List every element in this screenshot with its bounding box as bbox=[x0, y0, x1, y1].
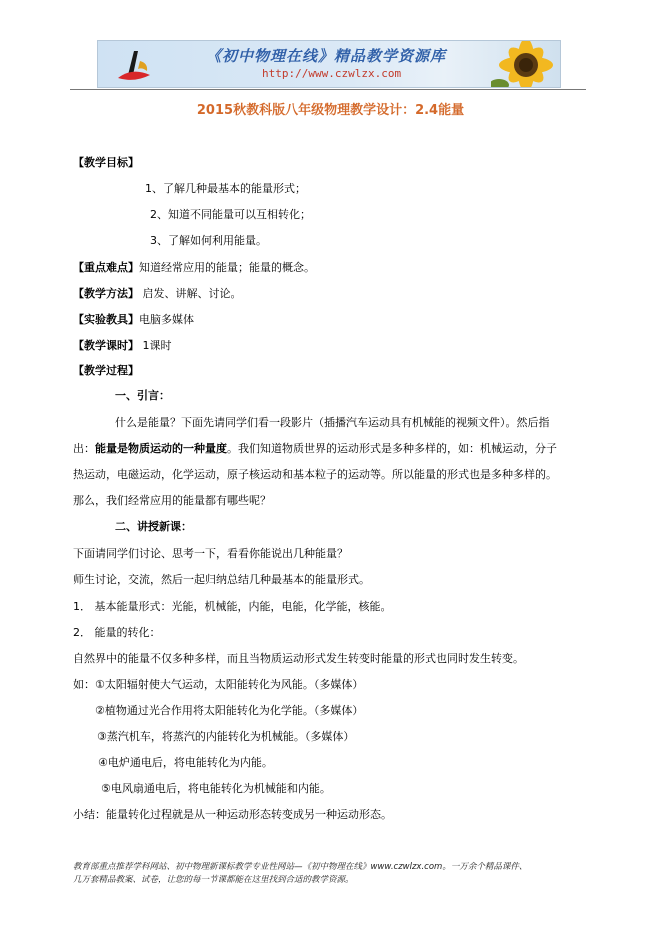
key-points-label: 【重点难点】 bbox=[73, 261, 139, 274]
methods-row bbox=[73, 287, 242, 301]
lesson-line: 师生讨论，交流，然后一起归纳总结几种最基本的能量形式。 bbox=[73, 573, 370, 586]
methods-text: 启发、讲解、讨论。 bbox=[142, 287, 242, 300]
lesson-line: ⑤电风扇通电后，将电能转化为机械能和内能。 bbox=[101, 782, 331, 795]
banner-url[interactable]: http://www.czwlzx.com bbox=[262, 67, 402, 80]
lesson-line: 1． 基本能量形式：光能，机械能，内能，电能，化学能，核能。 bbox=[73, 600, 392, 613]
intro-rest: 。我们知道物质世界的运动形式是多种多样的，如：机械运动，分子 bbox=[227, 442, 557, 455]
lesson-line: 如：①太阳辐射使大气运动，太阳能转化为风能。（多媒体） bbox=[73, 678, 364, 691]
page-footer bbox=[73, 861, 593, 887]
tools-text: 电脑多媒体 bbox=[139, 313, 194, 326]
objective-item: 3、了解如何利用能量。 bbox=[150, 234, 267, 247]
banner-title: 《初中物理在线》精品教学资源库 bbox=[206, 47, 447, 65]
intro-paragraph-line: 热运动，电磁运动，化学运动，原子核运动和基本粒子的运动等。所以能量的形式也是多种多样的。 bbox=[73, 468, 557, 481]
lesson-line: ④电炉通电后，将电能转化为内能。 bbox=[98, 756, 273, 769]
tools-row bbox=[73, 313, 194, 327]
objective-item: 1、了解几种最基本的能量形式； bbox=[145, 182, 306, 195]
key-points-row bbox=[73, 261, 315, 275]
key-points-text: 知道经常应用的能量；能量的概念。 bbox=[139, 261, 315, 274]
lesson-line: ②植物通过光合作用将太阳能转化为化学能。（多媒体） bbox=[95, 704, 364, 717]
intro-paragraph-line: 什么是能量？下面先请同学们看一段影片（插播汽车运动具有机械能的视频文件）。然后指 bbox=[115, 416, 550, 429]
lesson-line: 2． 能量的转化： bbox=[73, 626, 161, 639]
energy-definition: 能量是物质运动的一种量度 bbox=[95, 442, 227, 455]
lesson-line: 小结：能量转化过程就是从一种运动形态转变成另一种运动形态。 bbox=[73, 808, 392, 821]
methods-label: 【教学方法】 bbox=[73, 287, 139, 300]
tools-label: 【实验教具】 bbox=[73, 313, 139, 326]
lesson-line: 自然界中的能量不仅多种多样，而且当物质运动形式发生转变时能量的形式也同时发生转变。 bbox=[73, 652, 524, 665]
intro-prefix: 出： bbox=[73, 442, 95, 455]
hours-row bbox=[73, 339, 172, 353]
lesson-line: ③蒸汽机车，将蒸汽的内能转化为机械能。（多媒体） bbox=[97, 730, 355, 743]
intro-heading: 一、引言： bbox=[115, 389, 170, 402]
hours-text: 1课时 bbox=[142, 339, 172, 352]
footer-line: 几万套精品教案、试卷，让您的每一节课都能在这里找到合适的教学资源。 bbox=[73, 875, 354, 885]
header-divider bbox=[70, 89, 586, 90]
sunflower-icon bbox=[491, 40, 561, 88]
objectives-label: 【教学目标】 bbox=[73, 156, 139, 169]
objective-item: 2、知道不同能量可以互相转化； bbox=[150, 208, 311, 221]
site-logo-icon bbox=[114, 45, 154, 83]
new-lesson-heading: 二、讲授新课： bbox=[115, 520, 192, 533]
lesson-line: 下面请同学们讨论、思考一下，看看你能说出几种能量？ bbox=[73, 547, 348, 560]
intro-paragraph-line: 那么，我们经常应用的能量都有哪些呢？ bbox=[73, 494, 271, 507]
footer-line: 教育部重点推荐学科网站、初中物理新课标教学专业性网站—《初中物理在线》www.czwlzx.com。一万余个精品课件、 bbox=[73, 862, 528, 872]
process-label: 【教学过程】 bbox=[73, 364, 139, 377]
header-banner bbox=[97, 40, 561, 88]
document-title: 2015秋教科版八年级物理教学设计：2.4能量 bbox=[196, 103, 465, 118]
hours-label: 【教学课时】 bbox=[73, 339, 139, 352]
intro-paragraph-line bbox=[73, 442, 557, 456]
